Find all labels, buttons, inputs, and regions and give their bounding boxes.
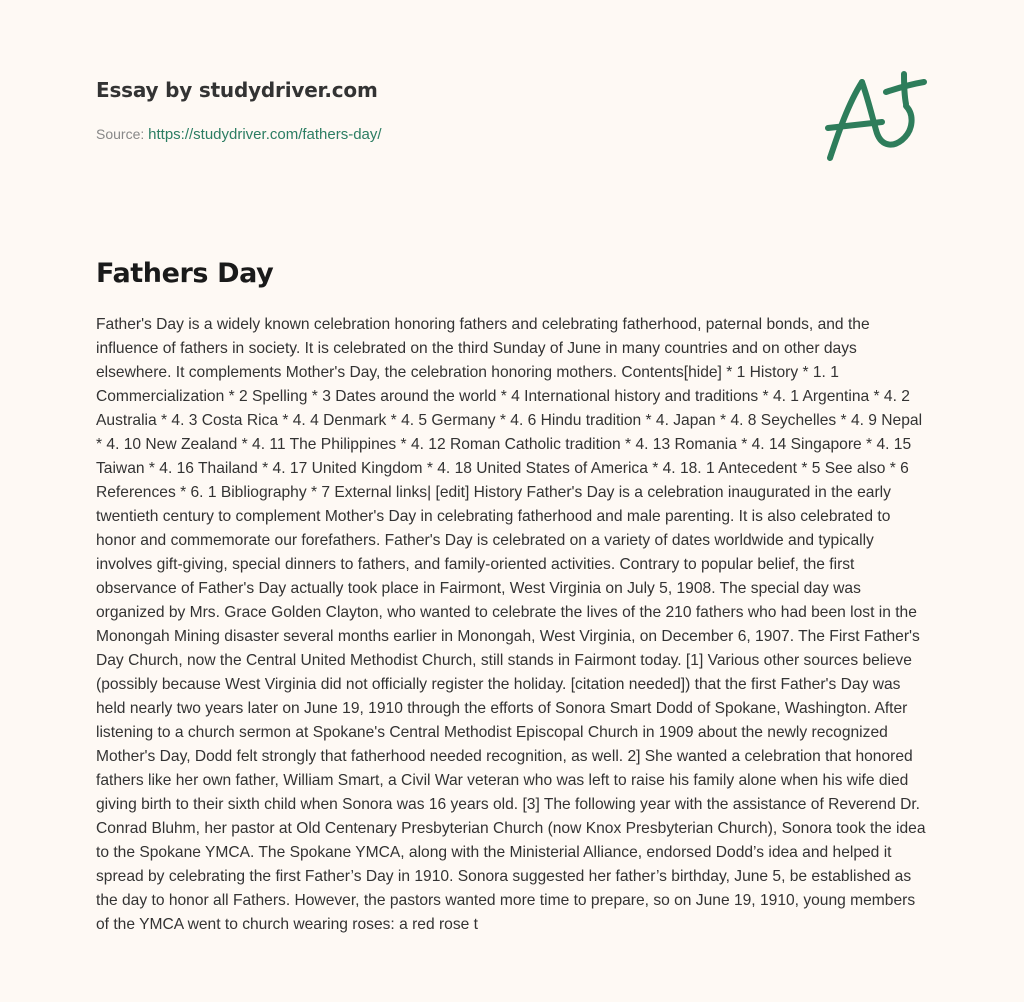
a-plus-grade-icon [818,64,934,168]
article-title: Fathers Day [96,258,274,289]
source-line [96,124,796,145]
source-label: Source: [96,126,145,142]
site-title: Essay by studydriver.com [96,78,378,102]
essay-header [96,76,796,145]
article-body: Father's Day is a widely known celebration honoring fathers and celebrating fatherhood, paternal bonds, and the influence of fathers in society. It is celebrated on the third Sunday of June in many countries and on other days elsewhere. It complements Mother's Day, the celebration honoring mothers. Contents[hide] * 1 History * 1. 1 Commercialization * 2 Spelling * 3 Dates around the world * 4 International history and traditions * 4. 1 Argentina * 4. 2 Australia * 4. 3 Costa Rica * 4. 4 Denmark * 4. 5 Germany * 4. 6 Hindu tradition * 4. Japan * 4. 8 Seychelles * 4. 9 Nepal * 4. 10 New Zealand * 4. 11 The Philippines * 4. 12 Roman Catholic tradition * 4. 13 Romania * 4. 14 Singapore * 4. 15 Taiwan * 4. 16 Thailand * 4. 17 United Kingdom * 4. 18 United States of America * 4. 18. 1 Antecedent * 5 See also * 6 References * 6. 1 Bibliography * 7 External links| [edit] History Father's Day is a celebration inaugurated in the early twentieth century to complement Mother's Day in celebrating fatherhood and male parenting. It is also celebrated to honor and commemorate our forefathers. Father's Day is celebrated on a variety of dates worldwide and typically involves gift-giving, special dinners to fathers, and family-oriented activities. Contrary to popular belief, the first observance of Father's Day actually took place in Fairmont, West Virginia on July 5, 1908. The special day was organized by Mrs. Grace Golden Clayton, who wanted to celebrate the lives of the 210 fathers who had been lost in the Monongah Mining disaster several months earlier in Monongah, West Virginia, on December 6, 1907. The First Father's Day Church, now the Central United Methodist Church, still stands in Fairmont today. [1] Various other sources believe (possibly because West Virginia did not officially register the holiday. [citation needed]) that the first Father's Day was held nearly two years later on June 19, 1910 through the efforts of Sonora Smart Dodd of Spokane, Washington. After listening to a church sermon at Spokane's Central Methodist Episcopal Church in 1909 about the newly recognized Mother's Day, Dodd felt strongly that fatherhood needed recognition, as well. 2] She wanted a celebration that honored fathers like her own father, William Smart, a Civil War veteran who was left to raise his family alone when his wife died giving birth to their sixth child when Sonora was 16 years old. [3] The following year with the assistance of Reverend Dr. Conrad Bluhm, her pastor at Old Centenary Presbyterian Church (now Knox Presbyterian Church), Sonora took the idea to the Spokane YMCA. The Spokane YMCA, along with the Ministerial Alliance, endorsed Dodd’s idea and helped it spread by celebrating the first Father’s Day in 1910. Sonora suggested her father’s birthday, June 5, be established as the day to honor all Fathers. However, the pastors wanted more time to prepare, so on June 19, 1910, young members of the YMCA went to church wearing roses: a red rose t [96,316,926,933]
source-link[interactable]: https://studydriver.com/fathers-day/ [148,126,382,143]
